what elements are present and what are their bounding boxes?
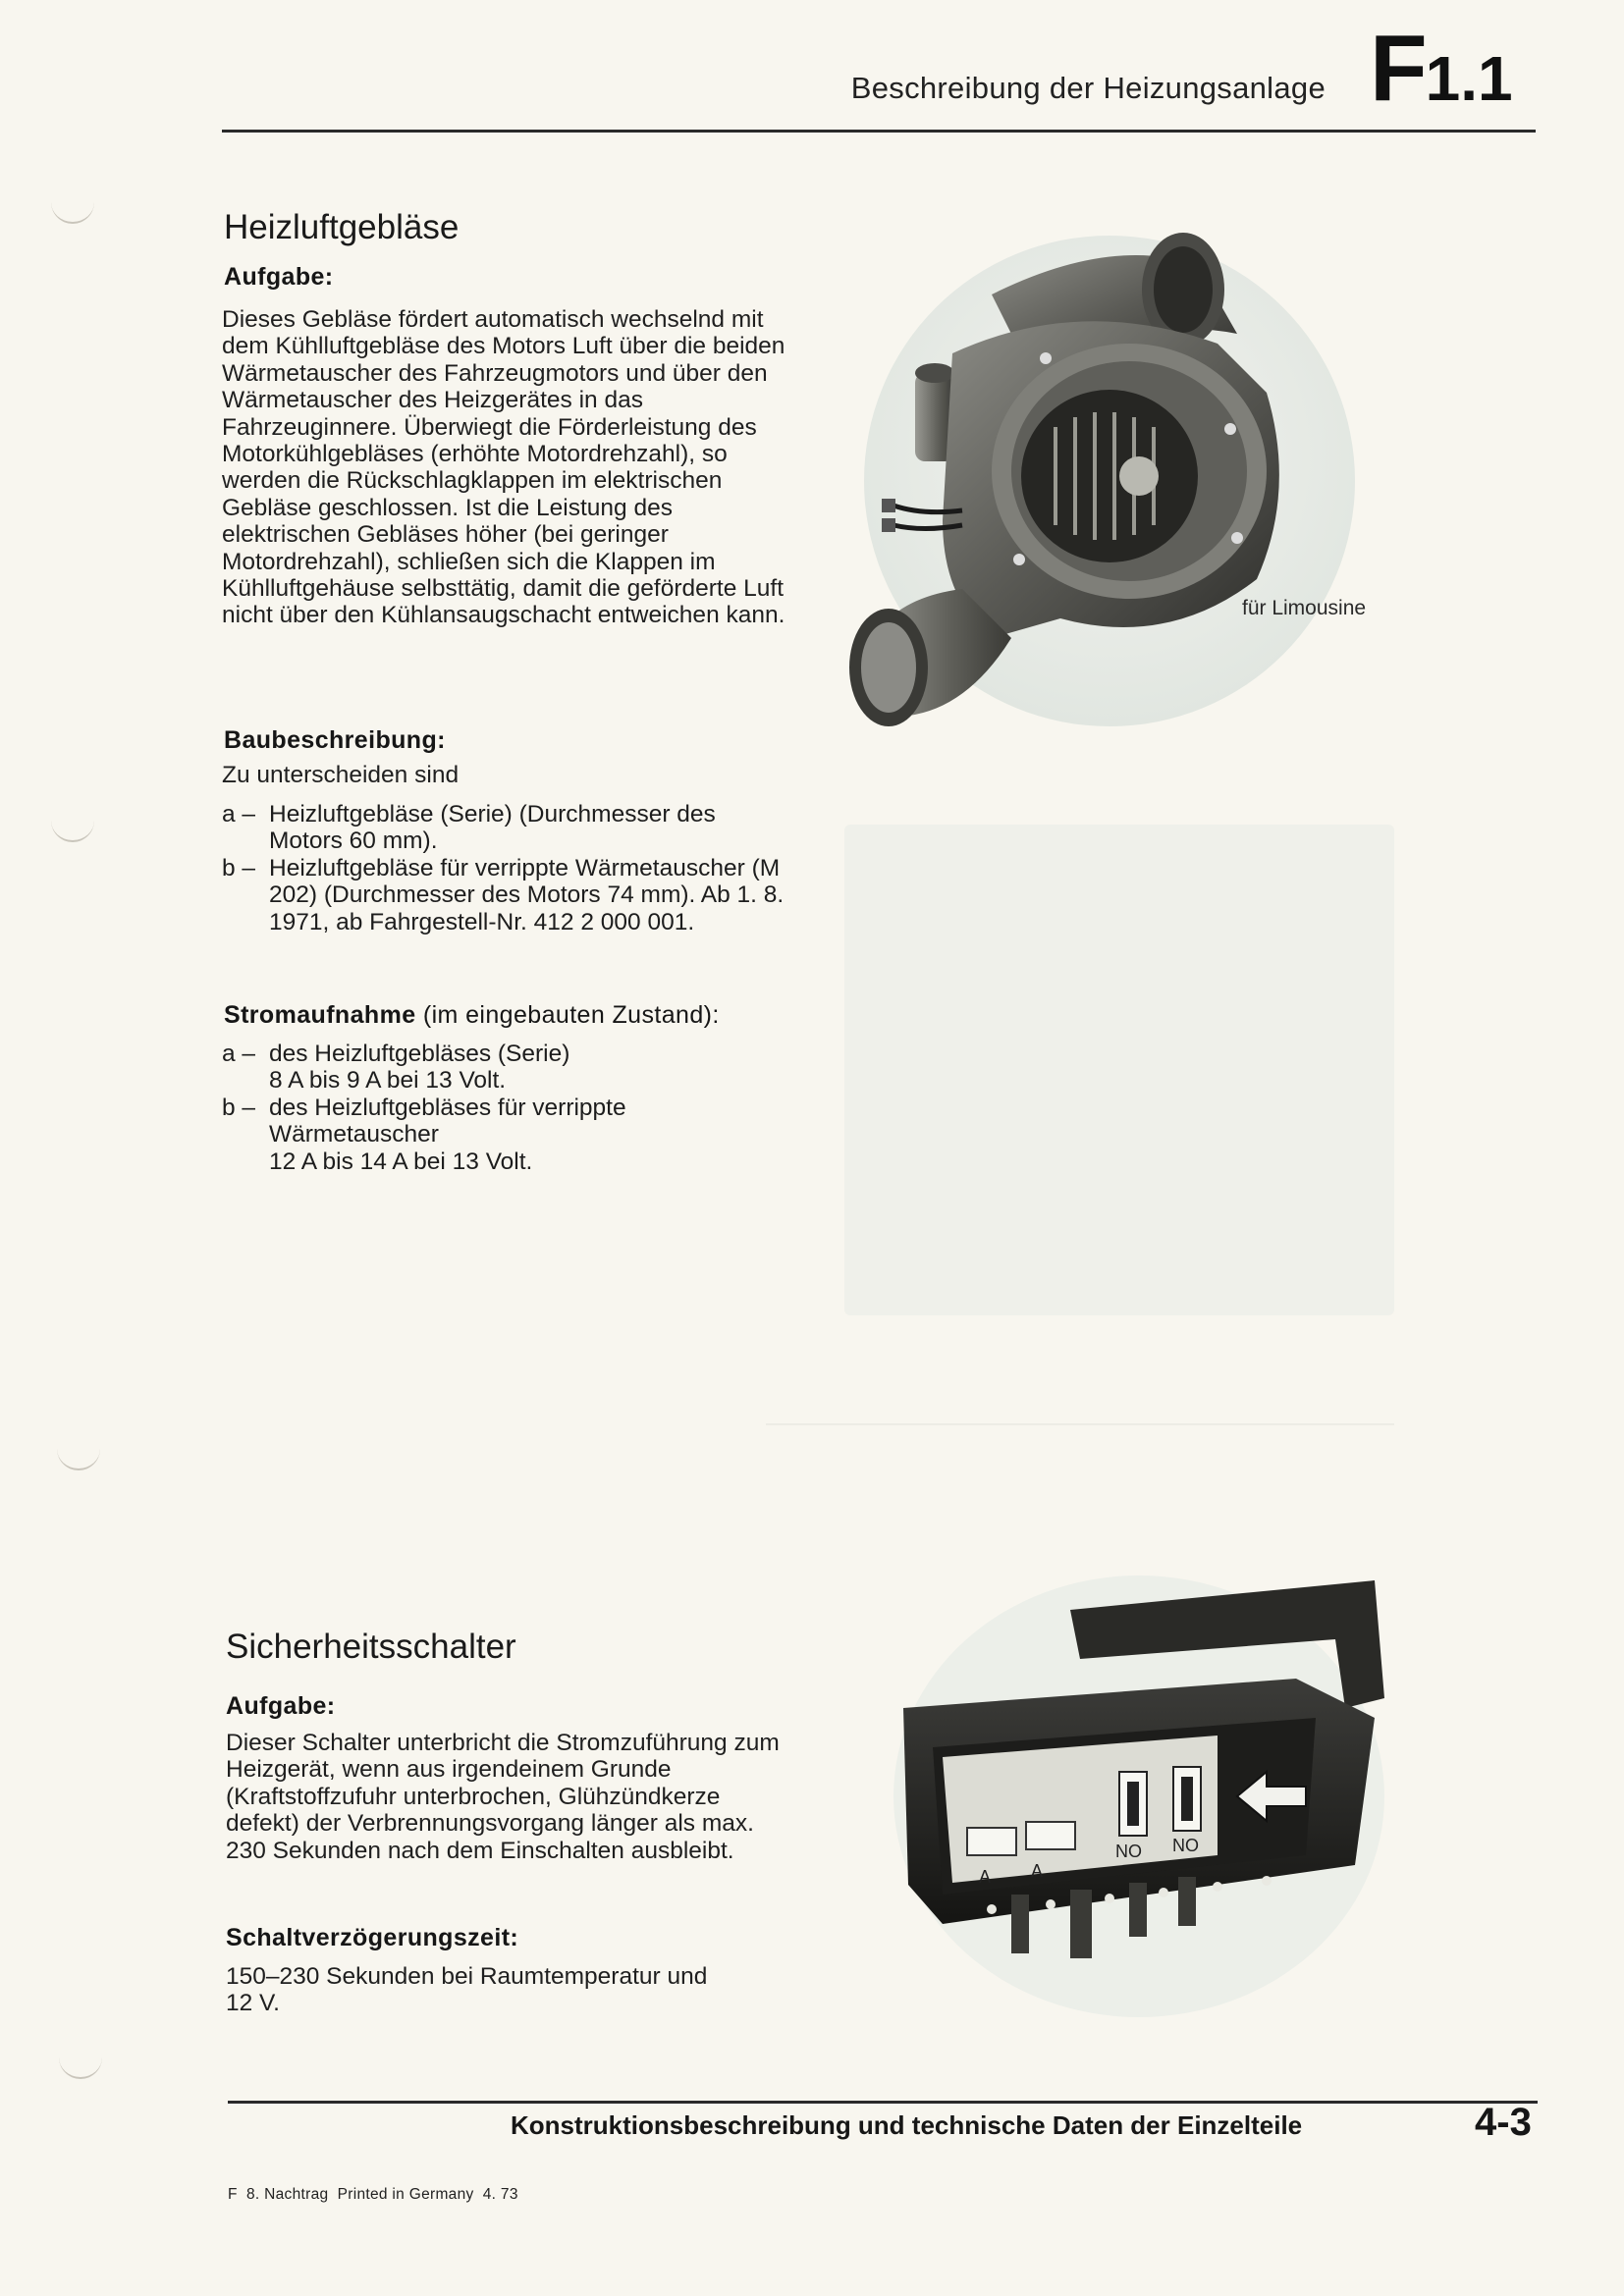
switch-aufgabe-text: Dieser Schalter unterbricht die Stromzuführung zum Heizgerät, wenn aus irgendeinem Grunde (Kraftstoffzufuhr unterbrochen, Glühzündkerze defekt) der Verbrennungsvorgang länger als max. 230 Sekunden nach dem Einschalten ausbleibt.	[226, 1730, 780, 1864]
list-item-letter: b –	[222, 1094, 256, 1121]
print-note: F 8. Nachtrag Printed in Germany 4. 73	[228, 2186, 518, 2203]
switch-aufgabe-label: Aufgabe:	[226, 1692, 336, 1720]
blower-photo	[844, 226, 1355, 756]
blower-photo-caption: für Limousine	[1242, 597, 1367, 619]
header-rule	[222, 130, 1536, 133]
switch-label-a1: A	[979, 1867, 992, 1887]
switch-label-no1: NO	[1115, 1842, 1142, 1861]
punch-hole	[51, 815, 94, 842]
section-code	[1370, 16, 1513, 121]
list-item-text: Heizluftgebläse (Serie) (Durchmesser des Motors 60 mm).	[269, 801, 716, 855]
safety-switch-photo	[884, 1571, 1394, 2032]
baubeschreibung-intro: Zu unterscheiden sind	[222, 762, 460, 788]
baubeschreibung-list	[222, 801, 791, 935]
footer-rule	[228, 2101, 1538, 2104]
section-number: 1.1	[1425, 43, 1513, 114]
stromaufnahme-label	[224, 1001, 720, 1030]
punch-hole	[57, 1443, 100, 1470]
switch-heading: Sicherheitsschalter	[226, 1628, 516, 1666]
list-item	[222, 801, 791, 855]
punch-hole	[51, 196, 94, 224]
blower-heading: Heizluftgebläse	[224, 208, 460, 246]
list-item	[222, 1041, 791, 1095]
page-number: 4-3	[1475, 2101, 1532, 2144]
blower-aufgabe-label: Aufgabe:	[224, 263, 334, 291]
bleed-through-area	[844, 825, 1394, 1315]
bleed-through-rule	[766, 1423, 1394, 1425]
delay-text: 150–230 Sekunden bei Raumtemperatur und 12 V.	[226, 1963, 708, 2017]
punch-hole	[59, 2052, 102, 2079]
list-item-letter: a –	[222, 801, 256, 828]
stromaufnahme-title: Stromaufnahme	[224, 1001, 416, 1029]
section-letter: F	[1370, 16, 1426, 121]
list-item-text: Heizluftgebläse für verrippte Wärmetauscher (M 202) (Durchmesser des Motors 74 mm). Ab 1. 8. 1971, ab Fahrgestell-Nr. 412 2 000 001.	[269, 854, 785, 935]
delay-label: Schaltverzögerungszeit:	[226, 1924, 519, 1951]
list-item-text: des Heizluftgebläses für verrippte Wärmetauscher	[269, 1094, 626, 1148]
list-item-letter: b –	[222, 854, 256, 881]
footer-title: Konstruktionsbeschreibung und technische Daten der Einzelteile	[511, 2110, 1303, 2140]
baubeschreibung-label: Baubeschreibung:	[224, 726, 446, 754]
stromaufnahme-suffix: (im eingebauten Zustand):	[415, 1001, 720, 1029]
list-item-text: des Heizluftgebläses (Serie)	[269, 1041, 570, 1067]
blower-aufgabe-text: Dieses Gebläse fördert automatisch wechselnd mit dem Kühlluftgebläse des Motors Luft über die beiden Wärmetauscher des Fahrzeugmotors und über den Wärmetauscher des Heizgerätes in das Fahrzeuginnere. Überwiegt die Förderleistung des Motorkühlgebläses (erhöhte Motordrehzahl), so werden die Rückschlagklappen im elektrischen Gebläse geschlossen. Ist die Leistung des elektrischen Gebläses höher (bei geringer Motordrehzahl), schließen sich die Klappen im Kühlluftgehäuse selbsttätig, damit die geförderte Luft nicht über den Kühlansaugschacht entweichen kann.	[222, 306, 785, 629]
list-item	[222, 1095, 791, 1175]
list-item-value: 8 A bis 9 A bei 13 Volt.	[269, 1067, 507, 1095]
switch-label-no2: NO	[1172, 1836, 1199, 1855]
stromaufnahme-list	[222, 1041, 791, 1175]
page-header-title: Beschreibung der Heizungsanlage	[850, 71, 1326, 105]
list-item	[222, 855, 791, 935]
switch-label-a2: A	[1031, 1861, 1044, 1881]
list-item-value: 12 A bis 14 A bei 13 Volt.	[269, 1148, 533, 1175]
list-item-letter: a –	[222, 1041, 256, 1067]
